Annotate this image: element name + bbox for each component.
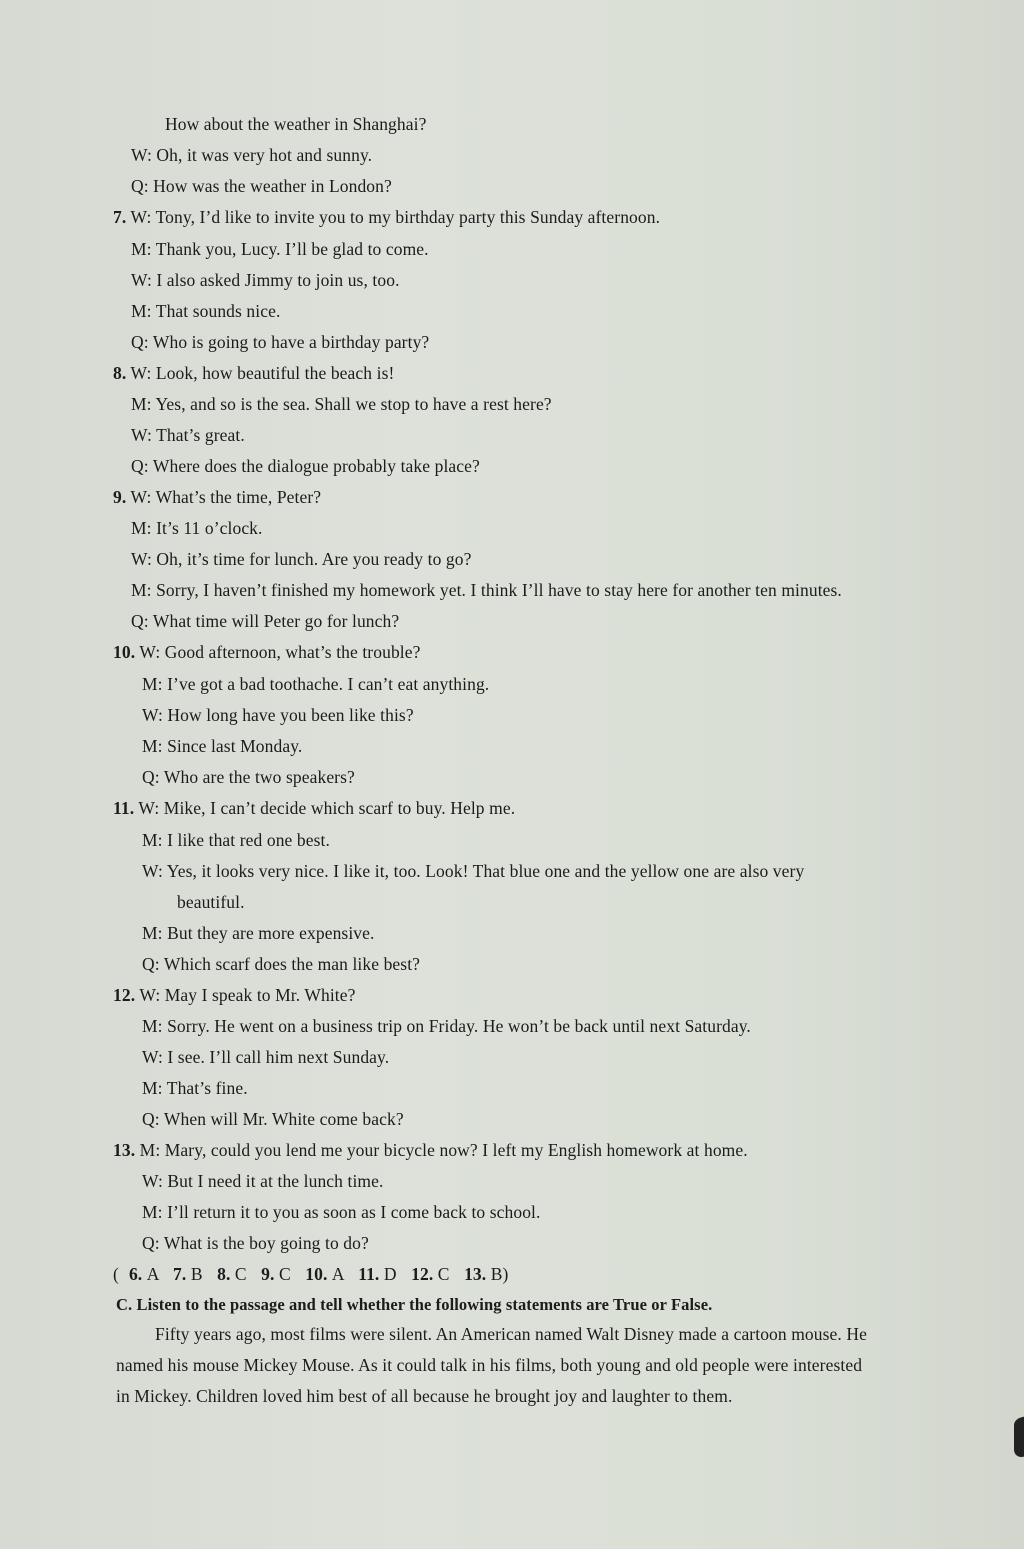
- question-number: 12.: [113, 985, 136, 1005]
- dialogue-line: Q: What time will Peter go for lunch?: [131, 611, 400, 631]
- answer-key: ( 6. A 7. B 8. C 9. C 10. A 11. D 12. C 13. B): [113, 1264, 509, 1284]
- passage-line: Fifty years ago, most films were silent. An American named Walt Disney made a cartoon mouse. He: [155, 1324, 867, 1344]
- dialogue-line: Q: What is the boy going to do?: [142, 1233, 369, 1253]
- dialogue-line: M: I like that red one best.: [142, 830, 330, 850]
- question-number: 9.: [113, 487, 127, 507]
- dialogue-line: W: Yes, it looks very nice. I like it, too. Look! That blue one and the yellow one are also very: [142, 861, 805, 881]
- passage-line: in Mickey. Children loved him best of all because he brought joy and laughter to them.: [116, 1386, 733, 1406]
- answer-item: 11. D: [358, 1264, 397, 1284]
- dialogue-line: Q: Where does the dialogue probably take place?: [131, 456, 480, 476]
- question-11-line: 11. W: Mike, I can’t decide which scarf to buy. Help me.: [113, 798, 516, 818]
- dialogue-line: M: That sounds nice.: [131, 301, 281, 321]
- answer-item: 13. B: [464, 1264, 503, 1284]
- question-number: 7.: [113, 207, 127, 227]
- answer-item: 10. A: [305, 1264, 344, 1284]
- answer-item: 9. C: [261, 1264, 291, 1284]
- dialogue-line: W: How long have you been like this?: [142, 705, 414, 725]
- question-9-line: 9. W: What’s the time, Peter?: [113, 487, 322, 507]
- dialogue-line: Q: Who is going to have a birthday party?: [131, 332, 430, 352]
- dialogue-line: beautiful.: [177, 892, 245, 912]
- dialogue-line: M: But they are more expensive.: [142, 923, 375, 943]
- page-edge-mark: [1014, 1417, 1024, 1460]
- dialogue-line: Q: When will Mr. White come back?: [142, 1109, 404, 1129]
- passage-line: named his mouse Mickey Mouse. As it could talk in his films, both young and old people were interested: [116, 1355, 863, 1375]
- dialogue-line: M: It’s 11 o’clock.: [131, 518, 263, 538]
- question-10-line: 10. W: Good afternoon, what’s the trouble?: [113, 642, 421, 662]
- dialogue-line: Q: How was the weather in London?: [131, 176, 392, 196]
- dialogue-line: M: That’s fine.: [142, 1078, 248, 1098]
- question-number: 13.: [113, 1140, 136, 1160]
- dialogue-line: M: Since last Monday.: [142, 736, 303, 756]
- question-7-line: 7. W: Tony, I’d like to invite you to my birthday party this Sunday afternoon.: [113, 207, 661, 227]
- dialogue-line: W: Oh, it was very hot and sunny.: [131, 145, 373, 165]
- question-12-line: 12. W: May I speak to Mr. White?: [113, 985, 356, 1005]
- dialogue-line: M: Thank you, Lucy. I’ll be glad to come.: [131, 239, 429, 259]
- dialogue-line: W: I see. I’ll call him next Sunday.: [142, 1047, 390, 1067]
- question-number: 11.: [113, 798, 135, 818]
- dialogue-line: M: I’ve got a bad toothache. I can’t eat anything.: [142, 674, 490, 694]
- question-number: 8.: [113, 363, 127, 383]
- dialogue-line: M: Sorry, I haven’t finished my homework yet. I think I’ll have to stay here for another ten minutes.: [131, 580, 842, 600]
- answer-item: 6. A: [128, 1264, 159, 1284]
- dialogue-line: Q: Who are the two speakers?: [142, 767, 355, 787]
- dialogue-line: M: Sorry. He went on a business trip on Friday. He won’t be back until next Saturday.: [142, 1016, 751, 1036]
- dialogue-line: W: But I need it at the lunch time.: [142, 1171, 384, 1191]
- answer-item: 8. C: [217, 1264, 247, 1284]
- dialogue-line: W: That’s great.: [131, 425, 245, 445]
- question-number: 10.: [113, 642, 136, 662]
- dialogue-line: W: Oh, it’s time for lunch. Are you ready to go?: [131, 549, 472, 569]
- dialogue-line: M: I’ll return it to you as soon as I come back to school.: [142, 1202, 541, 1222]
- section-c-heading: C. Listen to the passage and tell whether the following statements are True or False.: [116, 1295, 713, 1314]
- dialogue-line: M: Yes, and so is the sea. Shall we stop to have a rest here?: [131, 394, 552, 414]
- dialogue-line: How about the weather in Shanghai?: [165, 114, 427, 134]
- dialogue-line: Q: Which scarf does the man like best?: [142, 954, 421, 974]
- answer-item: 12. C: [411, 1264, 450, 1284]
- question-13-line: 13. M: Mary, could you lend me your bicycle now? I left my English homework at home.: [113, 1140, 748, 1160]
- question-8-line: 8. W: Look, how beautiful the beach is!: [113, 363, 395, 383]
- dialogue-line: W: I also asked Jimmy to join us, too.: [131, 270, 400, 290]
- answer-item: 7. B: [173, 1264, 203, 1284]
